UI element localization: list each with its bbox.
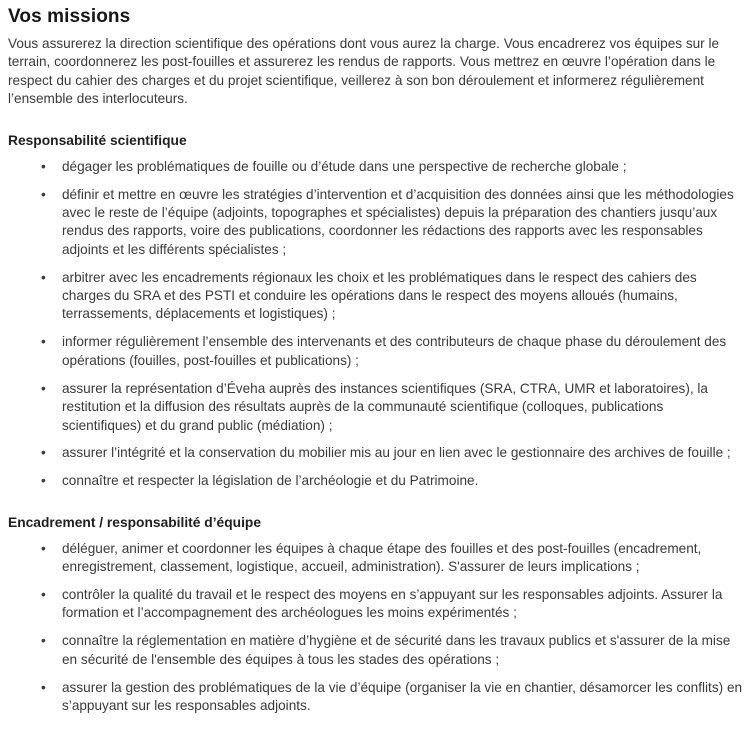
list-item: • assurer la représentation d’Éveha auprès des instances scientifiques (SRA, CTRA, UMR et laboratoires), la restitution et la diffusion des résultats auprès de la communauté scientifique (colloques, publications scientifiques) et du grand public (médiation) ; bbox=[8, 380, 744, 435]
section-scientific-responsibility bbox=[8, 133, 744, 491]
mission-list bbox=[8, 158, 744, 491]
list-item: • dégager les problématiques de fouille ou d’étude dans une perspective de recherche globale ; bbox=[8, 158, 744, 176]
list-item: • assurer la gestion des problématiques de la vie d’équipe (organiser la vie en chantier, désamorcer les conflits) en s’appuyant sur les responsables adjoints. bbox=[8, 679, 744, 716]
list-item: • connaître la réglementation en matière d’hygiène et de sécurité dans les travaux publics et s'assurer de la mise en sécurité de l'ensemble des équipes à tous les stades des opérations ; bbox=[8, 632, 744, 669]
list-item: • contrôler la qualité du travail et le respect des moyens en s’appuyant sur les responsables adjoints. Assurer la formation et l’accompagnement des archéologues les moins expérimentés ; bbox=[8, 586, 744, 623]
section-heading: Encadrement / responsabilité d’équipe bbox=[8, 514, 262, 530]
page-title: Vos missions bbox=[8, 6, 131, 27]
mission-list bbox=[8, 540, 744, 716]
list-item: • assurer l’intégrité et la conservation du mobilier mis au jour en lien avec le gestionnaire des archives de fouille ; bbox=[8, 444, 744, 462]
list-item: • connaître et respecter la législation de l’archéologie et du Patrimoine. bbox=[8, 472, 744, 490]
list-item: • définir et mettre en œuvre les stratégies d’intervention et d’acquisition des données ainsi que les méthodologies avec le reste de l’équipe (adjoints, topographes et spécialistes) depuis la préparation des chantiers jusqu’aux rendus des rapports, voire des publications, coordonner les rédactions des rapports avec les responsables adjoints et les différents spécialistes ; bbox=[8, 186, 744, 260]
list-item: • déléguer, animer et coordonner les équipes à chaque étape des fouilles et des post-fouilles (encadrement, enregistrement, classement, logistique, accueil, administration). S'assurer de leurs implications ; bbox=[8, 540, 744, 577]
section-team-management bbox=[8, 515, 744, 716]
intro-paragraph: Vous assurerez la direction scientifique des opérations dont vous aurez la charge. Vous encadrerez vos équipes sur le terrain, coordonnerez les post-fouilles et assurerez les rendus de rapports. Vous mettrez en œuvre l’opération dans le respect du cahier des charges et du projet scientifique, veillerez à son bon déroulement et informerez régulièrement l’ensemble des interlocuteurs. bbox=[8, 36, 720, 107]
list-item: • arbitrer avec les encadrements régionaux les choix et les problématiques dans le respect des cahiers des charges du SRA et des PSTI et conduire les opérations dans le respect des moyens alloués (humains, terrassements, déplacements et logistiques) ; bbox=[8, 269, 744, 324]
section-heading: Responsabilité scientifique bbox=[8, 132, 187, 148]
list-item: • informer régulièrement l’ensemble des intervenants et des contributeurs de chaque phase du déroulement des opérations (fouilles, post-fouilles et publications) ; bbox=[8, 333, 744, 370]
